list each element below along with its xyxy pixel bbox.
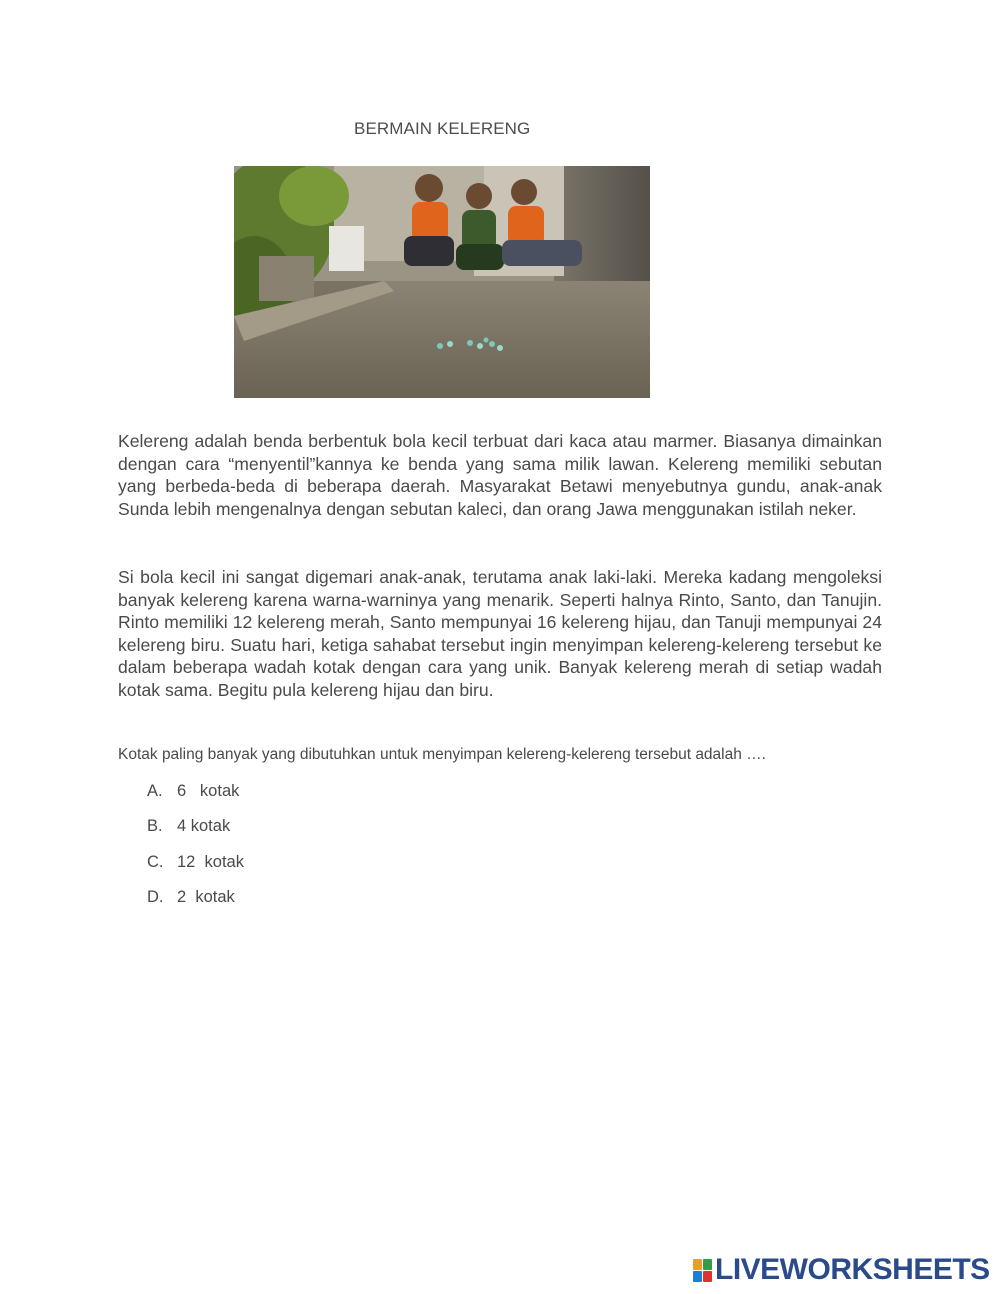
paragraph-story: Si bola kecil ini sangat digemari anak-anak, terutama anak laki-laki. Mereka kadang mengoleksi banyak kelereng karena warna-warninya yang menarik. Seperti halnya Rinto, Santo, dan Tanujin. Rinto memiliki 12 kelereng merah, Santo mempunyai 16 kelereng hijau, dan Tanuji mempunyai 24 kelereng biru. Suatu hari, ketiga sahabat tersebut ingin menyimpan kelereng-kelereng tersebut ke dalam beberapa wadah kotak dengan cara yang unik. Banyak kelereng merah di setiap wadah kotak sama. Begitu pula kelereng hijau dan biru. [118,567,882,700]
option-letter: A. [147,782,163,800]
page-title: BERMAIN KELERENG [354,119,531,138]
option-letter: C. [147,852,164,871]
option-d[interactable] [147,886,244,921]
option-text: 4 kotak [177,817,231,836]
option-letter: B. [147,817,163,836]
answer-options [147,780,244,921]
option-text: 2 kotak [177,887,235,906]
option-a[interactable] [147,780,244,815]
liveworksheets-logo [693,1255,990,1285]
logo-text: LIVEWORKSHEETS [715,1253,990,1286]
paragraph-intro: Kelereng adalah benda berbentuk bola kecil terbuat dari kaca atau marmer. Biasanya dimainkan dengan cara “menyentil”kannya ke benda yang sama milik lawan. Kelereng memiliki sebutan yang berbeda-beda di beberapa daerah. Masyarakat Betawi menyebutnya gundu, anak-anak Sunda lebih mengenalnya dengan sebutan kaleci, dan orang Jawa menggunakan istilah neker. [118,431,882,519]
question-text: Kotak paling banyak yang dibutuhkan untuk menyimpan kelereng-kelereng tersebut adalah …. [118,746,766,763]
logo-tiles-icon [693,1259,712,1282]
option-c[interactable] [147,851,244,886]
photo-children-playing-marbles [234,166,650,398]
option-text: 6 kotak [177,782,240,800]
option-b[interactable] [147,815,244,850]
option-text: 12 kotak [177,852,244,871]
option-letter: D. [147,887,164,906]
